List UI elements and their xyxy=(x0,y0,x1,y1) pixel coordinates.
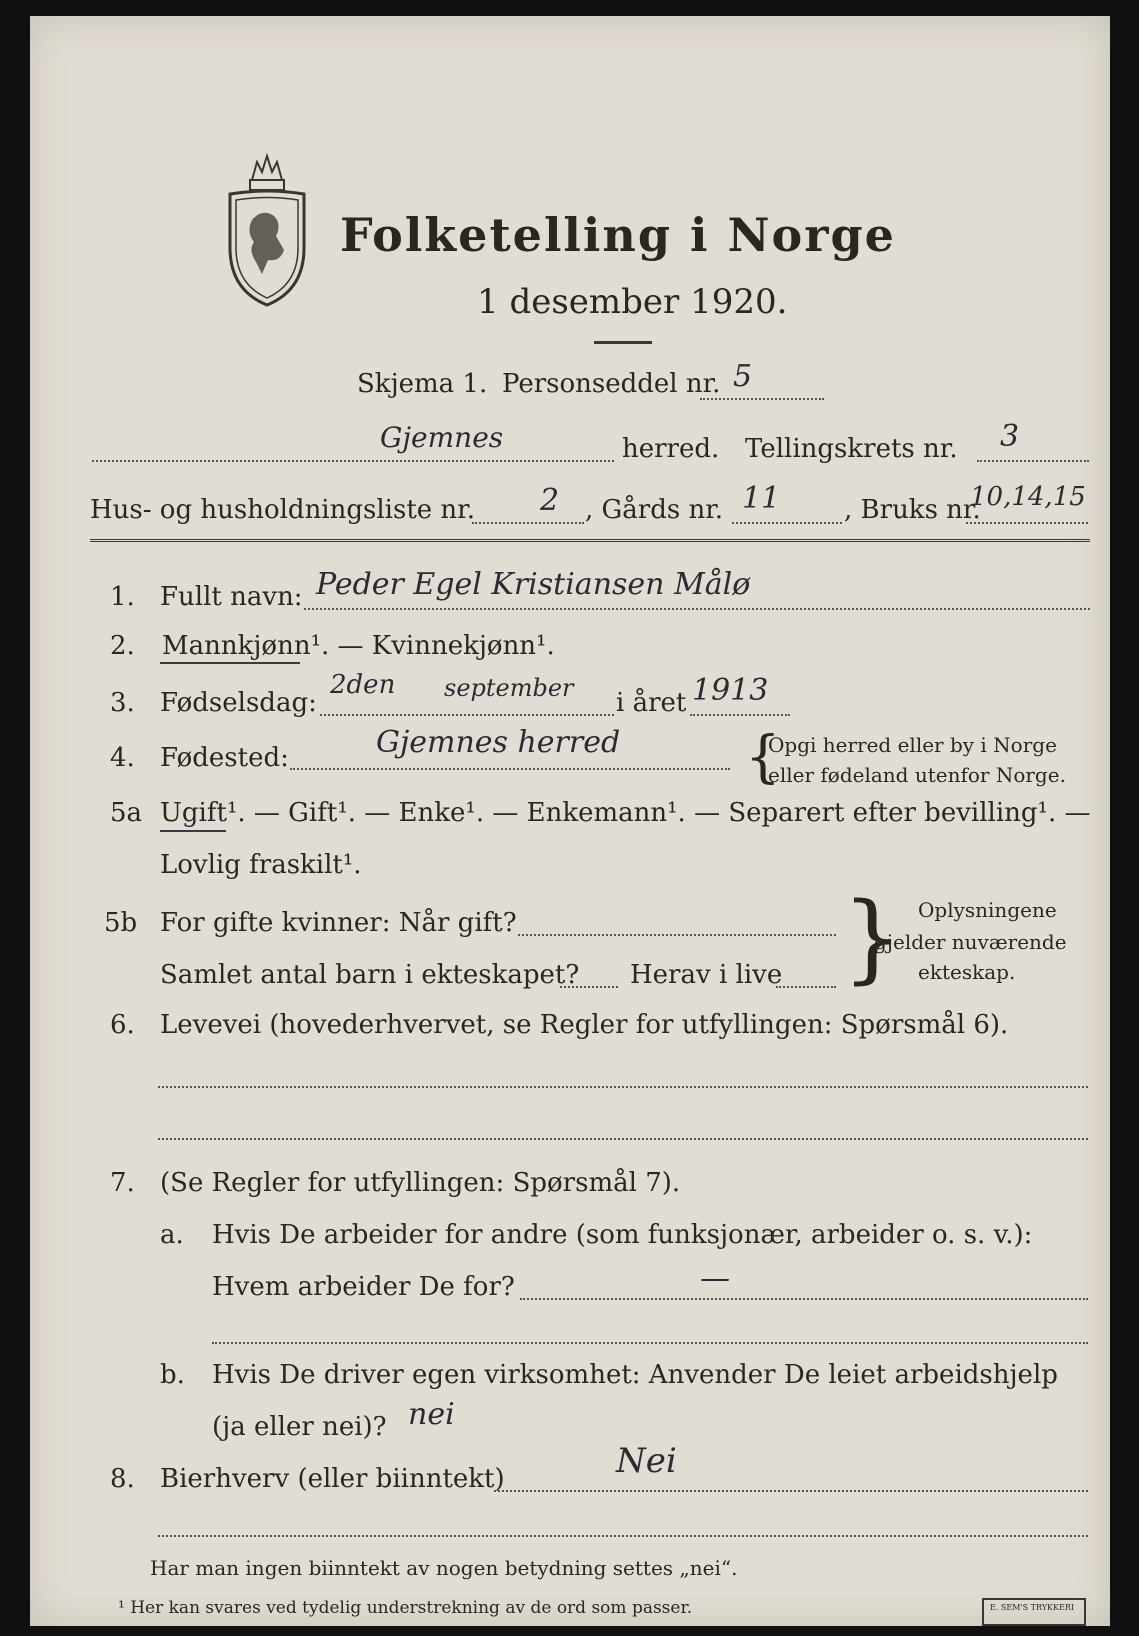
personseddel-label: Personseddel nr. xyxy=(502,369,721,399)
q7a-line xyxy=(520,1298,1088,1300)
q4-number: 4. xyxy=(110,743,135,773)
q6-line-1 xyxy=(158,1086,1088,1088)
q1-number: 1. xyxy=(110,582,135,612)
q3-number: 3. xyxy=(110,688,135,718)
printer-stamp-text: E. SEM'S TRYKKERI xyxy=(990,1603,1075,1612)
form-title: Folketelling i Norge xyxy=(340,208,896,262)
q8-label: Bierhverv (eller biinntekt) xyxy=(160,1464,505,1494)
q5b-children-label: Samlet antal barn i ekteskapet? xyxy=(160,960,580,990)
q6-label: Levevei (hovederhvervet, se Regler for utfyllingen: Spørsmål 6). xyxy=(160,1010,1009,1040)
q8-line xyxy=(494,1490,1088,1492)
q5b-number: 5b xyxy=(104,908,138,938)
q5b-brace: } xyxy=(842,882,904,994)
q4-note-1: Opgi herred eller by i Norge xyxy=(768,733,1057,757)
gards-value[interactable]: 11 xyxy=(742,481,781,516)
q5a-line-1: Ugift¹. — Gift¹. — Enke¹. — Enkemann¹. — Separert efter bevilling¹. — xyxy=(160,798,1091,828)
q5b-children-line xyxy=(560,986,618,988)
q3-month[interactable]: september xyxy=(444,674,574,702)
herred-value[interactable]: Gjemnes xyxy=(380,421,504,454)
q5b-married-line xyxy=(518,934,836,936)
q7a-value[interactable]: — xyxy=(700,1261,730,1296)
q8-number: 8. xyxy=(110,1464,135,1494)
q4-value[interactable]: Gjemnes herred xyxy=(376,725,621,760)
coat-of-arms-icon xyxy=(222,150,312,310)
q7b-line-2: (ja eller nei)? xyxy=(212,1412,387,1442)
q3-line xyxy=(320,714,614,716)
bruks-value[interactable]: 10,14,15 xyxy=(970,482,1086,512)
printer-stamp xyxy=(982,1598,1086,1626)
footnote: ¹ Her kan svares ved tydelig understrekning av de ord som passer. xyxy=(118,1598,693,1618)
bruks-label: , Bruks nr. xyxy=(844,495,981,525)
q7a-extra-line xyxy=(212,1342,1088,1344)
q5b-note-1: Oplysningene xyxy=(918,898,1057,922)
q7a-line-2: Hvem arbeider De for? xyxy=(212,1272,515,1302)
hus-line xyxy=(472,522,584,524)
q7b-line-1: Hvis De driver egen virksomhet: Anvender De leiet arbeidshjelp xyxy=(212,1360,1058,1390)
q3-label: Fødselsdag: xyxy=(160,688,317,718)
q2-number: 2. xyxy=(110,631,135,661)
personseddel-line xyxy=(700,398,824,400)
q1-label: Fullt navn: xyxy=(160,582,303,612)
bruks-line xyxy=(966,522,1088,524)
tellingskrets-value[interactable]: 3 xyxy=(1000,419,1020,454)
herred-label: herred. xyxy=(622,434,720,464)
personseddel-value[interactable]: 5 xyxy=(733,359,753,394)
q1-value[interactable]: Peder Egel Kristiansen Målø xyxy=(316,567,751,602)
q7a-line-1: Hvis De arbeider for andre (som funksjonær, arbeider o. s. v.): xyxy=(212,1220,1033,1250)
q5b-note-3: ekteskap. xyxy=(918,960,1016,984)
q6-number: 6. xyxy=(110,1010,135,1040)
q4-brace: { xyxy=(745,725,781,790)
q3-year-line xyxy=(690,714,790,716)
q6-line-2 xyxy=(158,1138,1088,1140)
q5a-number: 5a xyxy=(110,798,143,828)
q3-year[interactable]: 1913 xyxy=(692,673,769,708)
q5a-line-2: Lovlig fraskilt¹. xyxy=(160,850,362,880)
q1-line xyxy=(304,608,1090,610)
schema-label: Skjema 1. xyxy=(357,369,488,399)
tellingskrets-label: Tellingskrets nr. xyxy=(745,434,958,464)
gards-label: , Gårds nr. xyxy=(585,495,724,525)
q7b-value[interactable]: nei xyxy=(408,1397,455,1432)
q2-underline-mark xyxy=(160,662,300,664)
q8-extra-line xyxy=(158,1535,1088,1537)
q3-year-label: i året xyxy=(616,688,687,718)
q4-note-2: eller fødeland utenfor Norge. xyxy=(768,763,1066,787)
q4-line xyxy=(290,768,730,770)
q8-value[interactable]: Nei xyxy=(616,1441,677,1481)
q7b-letter: b. xyxy=(160,1360,185,1390)
footer-note: Har man ingen biinntekt av nogen betydning settes „nei“. xyxy=(150,1556,738,1580)
census-date: 1 desember 1920. xyxy=(477,282,788,322)
q5b-alive-line xyxy=(776,986,836,988)
q3-day[interactable]: 2den xyxy=(330,670,396,700)
q7-label: (Se Regler for utfyllingen: Spørsmål 7). xyxy=(160,1168,681,1198)
q2-label: Mannkjønn¹. — Kvinnekjønn¹. xyxy=(162,631,555,661)
q7a-letter: a. xyxy=(160,1220,184,1250)
title-divider xyxy=(594,341,652,344)
q5b-note-2: gjelder nuværende xyxy=(874,930,1067,954)
tellingskrets-line xyxy=(977,460,1089,462)
q4-label: Fødested: xyxy=(160,743,289,773)
hus-value[interactable]: 2 xyxy=(540,483,560,518)
q5b-alive-label: Herav i live xyxy=(630,960,783,990)
gards-line xyxy=(732,522,842,524)
header-divider xyxy=(90,539,1090,542)
q5b-line-1: For gifte kvinner: Når gift? xyxy=(160,908,517,938)
hus-label: Hus- og husholdningsliste nr. xyxy=(90,495,476,525)
herred-line xyxy=(92,460,614,462)
q7-number: 7. xyxy=(110,1168,135,1198)
q5a-underline-mark xyxy=(160,830,226,832)
